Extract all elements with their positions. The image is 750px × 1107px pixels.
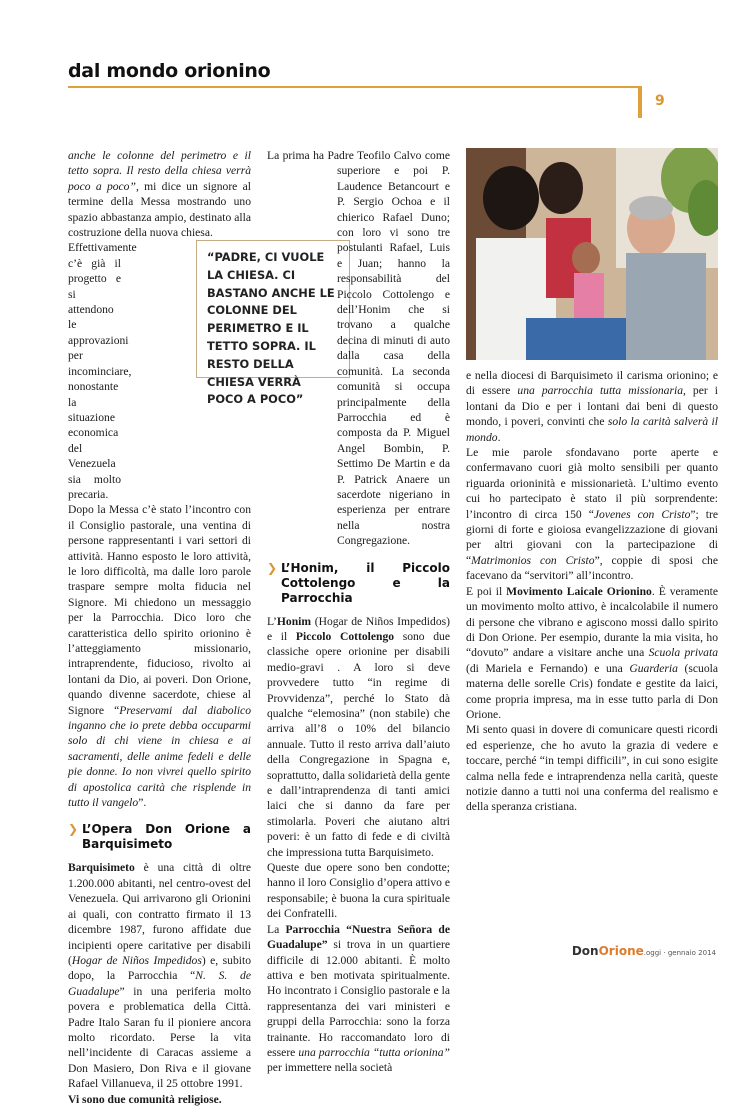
paragraph: Queste due opere sono ben condotte; hanno il loro Consiglio d’opera attivo e responsabile; è buona la cura spirituale dei Confratelli. [267,861,450,921]
text: per immettere nella società [267,1061,393,1075]
paragraph: La prima ha Padre Teofilo Calvo come superiore e poi P. Laudence Betancourt e P. Sergio Ochoa e il chierico Rafael Duno; con loro vi sono tre postulanti Rafael, Luis e Juan; hanno la responsabilità del Piccolo Cottolengo e dell’Honim che si trovano a qualche decina di minuti di auto dalla casa della comunità. La seconda comunità si occupa principalmente della Parrocchia ed è composta da P. Miguel Angel Bombin, P. Settimo De Martin e da P. Patrick Anaere un sacerdote nigeriano in esperienza per entrare nella nostra Congregazione. [267,149,450,548]
paragraph [466,368,718,445]
paragraph [267,922,450,1076]
header-rule [68,86,638,88]
paragraph [267,614,450,861]
text: è una città di oltre 1.200.000 abitanti, nel centro-ovest del Venezuela. Qui arrivarono gli Orionini ai quali, con contratto firmato il 13 dicembre 1987, furono affidate due incipienti opere caritative per disabili ( [68,861,251,967]
paragraph [466,584,718,723]
paragraph: Effettivamente c’è già il progetto e si attendono le approvazioni per incominciare, nonostante la situazione economica del Venezuela sia molto precaria. [68,241,137,501]
text: . [497,430,501,444]
magazine-logo: DonOrione.oggi · gennaio 2014 [571,944,716,958]
text: (Hogar de Niños Impedidos) e il [267,614,450,643]
text: (scuola materna delle sorelle Cris) fondate e gestite da laici, come propria impresa, ma in esse tutto parla di Don Orione. [466,661,718,721]
photo-illustration [466,148,718,360]
text: Dopo la Messa c’è stato l’incontro con il Consiglio pastorale, una ventina di persone rappresentanti i vari settori di attività. Hanno esposto le loro attività, le loro difficoltà, ma dalle loro parole traspare sempre molta fiducia nel Signore. Mi chiedono un messaggio per la Parrocchia. Dico loro che caratteristica dello spirito orionino è l’atteggiamento missionario, intraprendente, fiducioso, rivolto ai lontani da Dio, ai poveri. Don Orione, quando divenne sacerdote, chiese al Signore “ [68,503,251,717]
paragraph: Mi sento quasi in dovere di comunicare questi ricordi ed esperienze, che ho avuto la grazia di vedere e toccare, perché “in tempi difficili”, in cui sono esigite calma nella fede e intraprendenza nella carità, queste notizie danno a tutti noi una conferma del realismo e della speranza cristiana. [466,723,718,814]
italic-text: Guarderia [629,661,678,675]
text: ”, coppie di sposi che facevano da “servitori” all’incontro. [466,553,718,583]
bold-text: Piccolo Cottolengo [295,629,395,643]
heading-text: L’Honim, il Piccolo Cottolengo e la Parrocchia [281,560,450,605]
text: L’ [267,614,277,628]
issue-date: gennaio 2014 [667,949,716,957]
text: ” in una periferia molto povera e problematica della Città. Padre Italo Saran fu il pioniere ancora molto ricordato. Perse la vita nell’incidente di Caracas assieme a Don Masiero, Don Riva e il giovane Rafael Villanueva, il 25 ottobre 1991. [68,984,251,1091]
text: , per i lontani da Dio e per i lontani dai beni di questo mondo, i poveri, convinti che [466,384,718,429]
bold-text: Parrocchia “Nuestra Señora de Guadalupe” [267,922,450,952]
heading-text: L’Opera Don Orione a Barquisimeto [82,822,251,852]
text: ”. [138,796,147,810]
logo-text-orione: Orione [598,944,644,958]
text: Le mie parole sfondavano porte aperte e confermavano cuori già molto sensibili per quanto riguarda orioninità e missionarietà. L’ultimo evento cui ho partecipato è stato il più sorprendente: l’incontro di circa 150 “ [466,446,718,521]
section-heading [68,822,251,852]
italic-text: solo la carità salverà il mondo [466,415,718,444]
article-column-3 [466,368,718,815]
bold-text: Honim [276,614,312,628]
paragraph [466,445,718,584]
italic-text: Scuola privata [648,646,718,660]
bold-text: Movimento Laicale Orionino [506,584,652,598]
text: La [267,922,286,936]
logo-suffix: oggi [646,949,662,957]
section-marker-icon: ❯ [68,822,79,837]
text: sono due classiche opere orionine per disabili medio-gravi . A loro si deve provvedere tutto “in regime di Provvidenza”, perché lo Stato dà qualche “elemosina” (non stabile) che arriva all’8 o 10% del bilancio annuale. Tutto il resto arriva dall’aiuto della Congregazione in Spagna e, soprattutto, dalla solidarietà della gente e dall’intraprendenza di tanti amici laici che si danno da fare per stimolarla. Poveri che aiutano altri poveri: è un fatto di fede e di civiltà che impressiona tutta Barquisimeto. [267,629,450,859]
italic-text: anche le colonne del perimetro e il tetto sopra. Il resto della chiesa verrà poco a poco” [68,149,251,193]
italic-text: una parrocchia tutta missionaria [517,384,683,398]
text: si trova in un quartiere difficile di 12.000 abitanti. È molto attiva e ben motivata spiritualmente. Ho incontrato i Consiglio pastorale e la rappresentanza dei vari ministeri e gruppi della Parrocchia: sono la forza trainante. Ho raccomandato loro di essere [267,938,450,1059]
section-heading [267,561,450,606]
italic-text: una parrocchia “tutta orionina” [298,1045,450,1059]
section-title: dal mondo orionino [68,60,271,82]
text: , mi dice un signore al termine della Messa mostrando uno spazio abbastanza ampio, destinato alla costruzione della nuova chiesa. [68,179,251,240]
text: ”; tre giorni di forte e gioiosa evangelizzazione di giovani per altri giovani con la partecipazione di “ [466,507,718,567]
text: . È veramente un movimento molto attivo, è incalcolabile il numero di persone che vibrano e agiscono mossi dallo spirito di Don Orione. Per esempio, durante la mia visita, ho “dovuto” andare a visitare anche una [466,584,718,660]
bold-text: Vi sono due comunità religiose. [68,1092,222,1106]
paragraph [68,860,251,1091]
logo-text-don: Don [571,944,599,958]
italic-text: N. S. de Guadalupe [68,969,251,998]
italic-text: Hogar de Niños Impedidos [71,953,202,967]
text: e nella diocesi di Barquisimeto il carisma orionino; e di essere [466,369,718,398]
italic-text: Matrimonios con Cristo [471,553,595,567]
section-marker-icon: ❯ [267,560,278,575]
page-number: 9 [655,93,665,109]
pull-quote: “PADRE, CI VUOLE LA CHIESA. CI BASTANO ANCHE LE COLONNE DEL PERIMETRO E IL TETTO SOPRA. IL RESTO DELLA CHIESA VERRÀ POCO A POCO” [196,240,350,378]
paragraph [68,1092,251,1107]
bold-text: Barquisimeto [68,861,135,875]
article-photo [466,148,718,360]
italic-text: Preservami dal diabolico inganno che io prete debba occuparmi solo di chi viene in chiesa e ai sacramenti, delle anime fedeli e delle pie donne. Io non vivrei quello spirito di apostolica carità che risplende in tutto il vangelo [68,703,251,810]
header-accent-bar [638,86,642,118]
italic-text: Jovenes con Cristo [593,507,691,521]
paragraph [68,148,251,240]
paragraph [68,502,251,810]
article-column-2 [267,148,450,1076]
text: (di Mariela e Fernando) e una [466,661,630,675]
text: E poi il [466,584,507,598]
text: ) e, subito dopo, la Parrocchia “ [68,953,251,983]
